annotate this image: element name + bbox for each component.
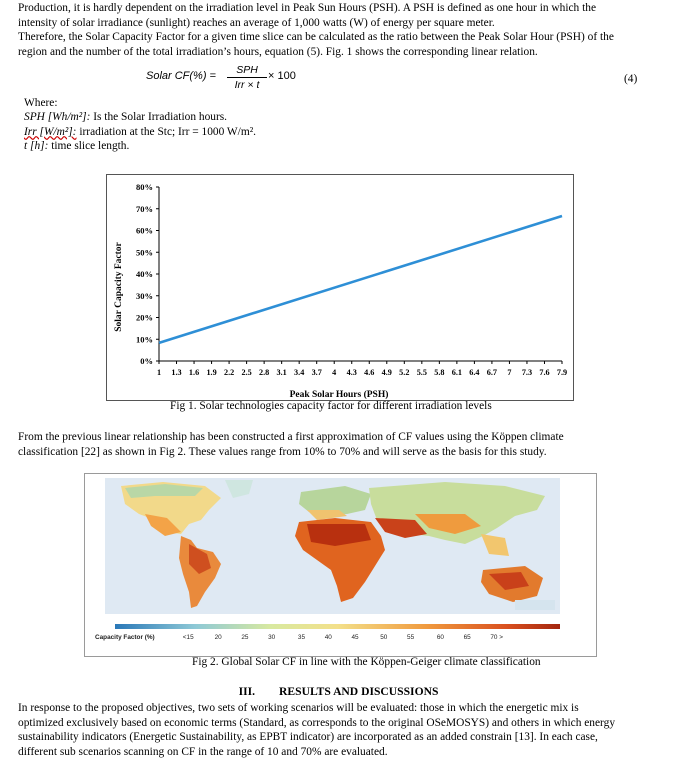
x-tick-label: 4.9 xyxy=(381,368,392,377)
y-tick-label: 60% xyxy=(136,225,153,236)
fig1-caption: Fig 1. Solar technologies capacity factor for different irradiation levels xyxy=(170,400,492,412)
paragraph-3 xyxy=(18,701,644,759)
x-tick-label: 5.2 xyxy=(399,368,410,377)
equation xyxy=(0,64,677,98)
y-tick-label: 70% xyxy=(136,203,153,214)
legend-label: Capacity Factor (%) xyxy=(95,634,155,641)
x-tick-label: 4.3 xyxy=(346,368,357,377)
legend-tick: 55 xyxy=(407,634,415,641)
x-tick-label: 1 xyxy=(156,368,162,377)
x-tick-label: 7.9 xyxy=(556,368,568,377)
x-tick-label: 6.1 xyxy=(451,368,462,377)
x-tick-label: 3.7 xyxy=(311,368,322,377)
text-line: Production, it is hardly dependent on the irradiation level in Peak Sun Hours (PSH). A PSH is defined as one hour in which the xyxy=(18,2,596,14)
where-symbol: t [h]: xyxy=(24,139,49,152)
intro-paragraph xyxy=(18,1,644,59)
y-axis-title: Solar Capacity Factor xyxy=(114,242,124,332)
legend-tick: 20 xyxy=(214,634,222,641)
x-tick-label: 5.5 xyxy=(416,368,427,377)
y-tick-label: 40% xyxy=(136,269,153,279)
map-legend xyxy=(95,634,503,641)
equation-multiplier: × 100 xyxy=(268,70,296,82)
where-text: time slice length. xyxy=(48,139,130,152)
where-item xyxy=(24,139,256,153)
legend-tick: 40 xyxy=(324,634,332,641)
fig2-map xyxy=(84,473,597,657)
section-title: RESULTS AND DISCUSSIONS xyxy=(279,685,439,698)
equation-fraction xyxy=(227,64,267,91)
x-tick-label: 2.8 xyxy=(259,368,270,377)
text-line: region and the number of the total irradiation’s hours, equation (5). Fig. 1 shows the corresponding linear relation. xyxy=(18,45,538,58)
legend-tick: 30 xyxy=(268,634,276,641)
legend-tick: 25 xyxy=(241,634,249,641)
legend-tick: 70 > xyxy=(490,634,503,641)
y-tick-label: 30% xyxy=(136,290,153,301)
equation-denominator: Irr × t xyxy=(234,79,260,91)
x-tick-label: 1.9 xyxy=(206,368,217,377)
x-tick-label: 6.4 xyxy=(469,368,480,377)
legend-tick: <15 xyxy=(182,634,194,641)
x-tick-label: 4 xyxy=(332,368,337,377)
y-tick-label: 50% xyxy=(136,247,153,258)
x-tick-label: 2.2 xyxy=(223,368,235,377)
x-tick-label: 7.3 xyxy=(521,368,533,377)
where-text: Is the Solar Irradiation hours. xyxy=(90,111,228,124)
x-tick-label: 2.5 xyxy=(241,368,252,377)
world-map-image xyxy=(85,474,596,656)
fig1-chart xyxy=(106,174,574,401)
colorbar xyxy=(115,624,560,629)
legend-tick: 35 xyxy=(297,634,306,641)
x-tick-label: 7.6 xyxy=(539,368,550,377)
where-item xyxy=(24,110,256,124)
equation-lhs: Solar CF(%) = xyxy=(146,70,216,82)
y-tick-label: 20% xyxy=(136,312,153,323)
where-text: irradiation at the Stc; Irr = 1000 W/m². xyxy=(76,125,256,138)
y-tick-label: 0% xyxy=(140,356,153,366)
text-line: intensity of solar irradiance (sunlight) reaches an average of 1,000 watts (W) of energy per square meter. xyxy=(18,16,495,29)
fig2-caption: Fig 2. Global Solar CF in line with the Köppen-Geiger climate classification xyxy=(192,656,541,668)
legend-tick: 45 xyxy=(351,634,359,641)
text-line: Therefore, the Solar Capacity Factor for a given time slice can be calculated as the ratio between the Peak Solar Hour (PSH) of the xyxy=(18,31,614,44)
equation-numerator: SPH xyxy=(227,64,267,78)
series-line xyxy=(159,216,562,343)
legend-tick: 65 xyxy=(463,634,471,641)
text-line: classification [22] as shown in Fig 2. These values range from 10% to 70% and will serve as the basis for this study. xyxy=(18,445,547,458)
x-tick-label: 3.4 xyxy=(294,368,305,377)
text-line: In response to the proposed objectives, two sets of working scenarios will be evaluated: those in which the energetic mix is xyxy=(18,702,579,714)
equation-number: (4) xyxy=(624,73,638,85)
x-tick-label: 7 xyxy=(507,368,512,377)
line-chart xyxy=(107,175,573,400)
where-item xyxy=(24,125,256,139)
section-number: III. xyxy=(238,685,256,698)
legend-tick: 60 xyxy=(436,634,444,641)
x-tick-label: 5.8 xyxy=(434,368,445,377)
where-symbol: SPH [Wh/m²]: xyxy=(24,111,91,124)
text-line: different sub scenarios scanning on CF in the range of 10 and 70% are evaluated. xyxy=(18,745,388,758)
legend-tick: 50 xyxy=(380,634,388,641)
x-tick-label: 6.7 xyxy=(486,368,498,377)
x-tick-label: 1.3 xyxy=(171,368,182,377)
y-tick-label: 10% xyxy=(136,334,153,345)
text-line: optimized exclusively based on economic terms (Standard, as corresponds to the original OSeMOSYS) and others in which energy xyxy=(18,716,616,729)
section-heading xyxy=(0,685,677,698)
where-title: Where: xyxy=(24,97,58,109)
text-line: From the previous linear relationship has been constructed a first approximation of CF values using the Köppen climate xyxy=(18,431,564,443)
text-line: sustainability indicators (Energetic Sustainability, as EPBT indicator) are incorporated as an added constrain [13]. In each case, xyxy=(18,731,598,744)
x-tick-label: 3.1 xyxy=(276,368,287,377)
where-symbol: Irr [W/m²]: xyxy=(24,125,77,138)
x-axis-title: Peak Solar Hours (PSH) xyxy=(289,390,389,400)
x-tick-label: 1.6 xyxy=(188,368,200,377)
where-block xyxy=(24,96,256,153)
x-tick-label: 4.6 xyxy=(364,368,375,377)
paragraph-2 xyxy=(18,430,644,459)
y-tick-label: 80% xyxy=(136,182,153,192)
